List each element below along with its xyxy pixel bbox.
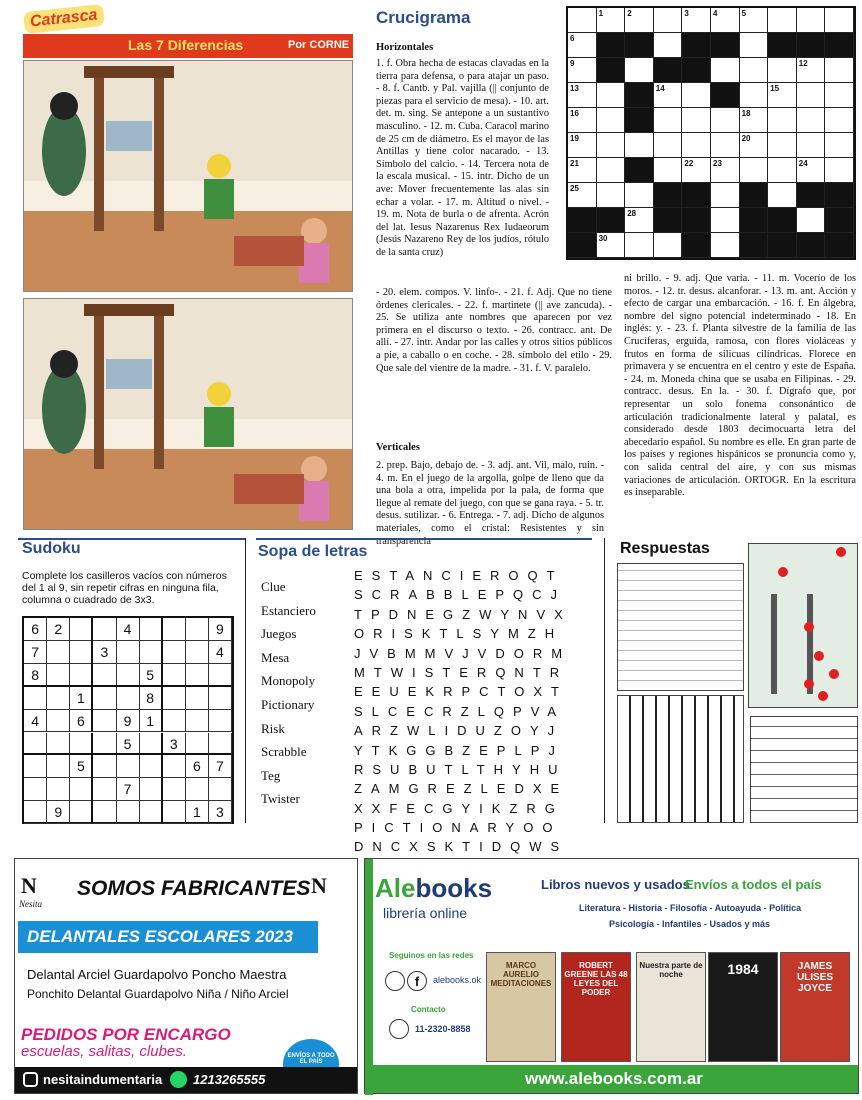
crossword-cell[interactable] — [768, 183, 797, 208]
sudoku-cell: 7 — [24, 641, 47, 664]
crossword-block: 10 — [597, 58, 626, 83]
wordsearch-grid[interactable] — [354, 568, 598, 859]
sudoku-cell[interactable] — [140, 801, 163, 824]
crossword-cell[interactable] — [768, 58, 797, 83]
sudoku-cell: 8 — [24, 664, 47, 687]
book-nuestra-parte[interactable]: Nuestra parte de noche — [636, 952, 706, 1062]
sudoku-cell[interactable] — [24, 801, 47, 824]
sudoku-cell[interactable] — [24, 733, 47, 756]
ad-orders: PEDIDOS POR ENCARGO — [21, 1025, 231, 1044]
wordsearch-row[interactable]: ARZWLIDUZOYJ — [354, 723, 564, 739]
crossword-cell[interactable] — [654, 108, 683, 133]
sudoku-cell: 5 — [70, 755, 93, 778]
crossword-block — [768, 233, 797, 258]
cartoon-title: Las 7 Diferencias — [128, 37, 244, 53]
crossword-block: 17 — [625, 108, 654, 133]
wordsearch-row[interactable]: YTKGGBZEPLPJ — [354, 742, 564, 758]
crossword-cell[interactable] — [740, 158, 769, 183]
sudoku-cell[interactable] — [70, 618, 93, 641]
horizontal-clues-1: 1. f. Obra hecha de estacas clavadas en la tierra para defensa, o para atajar un paso. - 8. f. Cantb. y Pal. vajilla (|| conjunto de piezas para el servicio de mesa). - 10. art. det. m. sing. Se antepone a un sustantivo masculino. - 12. m. Cuba. Caracol marino de 25 cm de diámetro. Es el mayor de las Antillas y tiene color nacarado. - 13. Símbolo del calcio. - 14. Tercera nota de la escala musical. - 15. intr. Dicho de un ave: Mover frecuentemente las alas sin echar a volar. - 17. m. Altitud o nivel. - 19. m. Nota de burla o de afrenta. Acrón del lat. Iesus Nazarenus Rex Iudaeorum (Jesús Nazareno Rey de los judíos, rótulo de la santa cruz) — [376, 58, 549, 258]
sudoku-cell[interactable] — [47, 733, 70, 756]
crossword-block — [625, 33, 654, 58]
crossword-block — [568, 208, 597, 233]
crossword-cell[interactable]: 15 — [768, 83, 797, 108]
crossword-cell[interactable] — [654, 158, 683, 183]
horizontal-clues-2: - 20. elem. compos. V. linfo-. - 21. f. Adj. Que no tiene órdenes clericales. - 22. f. martinete (|| ave zancuda). - 25. Se utiliza ante nombres que aparecen por vez primera en el discurso o texto. - 26. contracc. ant. De allí. - 27. intr. Andar por las calles y otros sitios públicos a pie, a caballo o en coche. - 28. símbolo del etilo - 29. Que sale del vientre de la madre. - 31. f. V. paralelo. — [376, 287, 612, 374]
crossword-block — [825, 233, 854, 258]
crossword-cell[interactable] — [740, 83, 769, 108]
sudoku-cell: 3 — [93, 641, 116, 664]
vertical-clues-2: ni brillo. - 9. adj. Que varía. - 11. m. Vocerío de los moros. - 12. tr. desus. alcanforar. - 13. m. ant. Acción y efecto de cargar una embarcación. - 16. f. En álgebra, nombre del signo potencial indeterminado - 18. En inglés: y. - 23. f. Planta silvestre de la familia de las Crucíferas, erguida, ramosa, con flores violáceas y frutos en forma de silicuas cilíndricas. Florece en primavera y se encuentra en el centro y este de España. - 24. m. Moneda china que se usaba en Filipinas. - 29. contracc. desus. En la. - 30. f. Dígrafo que, por representar un solo fonema consonántico de articulación tradicionalmente lateral y palatal, es considerado desde 1803 decimocuarta letra del abecedario español. Su nombre es elle. En gran parte de los países y regiones hispánicos se pronuncia como y, con salida central del aire, y con sus mismas variaciones de articulación. ORTOGR. En la escritura es inseparable. — [624, 273, 856, 499]
sudoku-cell[interactable] — [47, 710, 70, 733]
crossword-block — [797, 33, 826, 58]
sudoku-cell[interactable] — [116, 801, 139, 824]
sudoku-cell[interactable] — [116, 755, 139, 778]
sudoku-cell[interactable] — [116, 687, 139, 710]
crossword-block: 26 — [654, 183, 683, 208]
crossword-cell[interactable] — [797, 83, 826, 108]
crossword-cell[interactable]: 22 — [682, 158, 711, 183]
crossword-cell[interactable]: 5 — [740, 8, 769, 33]
alebooks-categories2: Psicología - Infantiles - Usados y más — [609, 919, 771, 929]
sudoku-cell[interactable] — [116, 664, 139, 687]
book-ulises[interactable]: JAMES ULISES JOYCE — [780, 952, 850, 1062]
wordsearch-row[interactable]: SCRABBLEPQCJ — [354, 587, 567, 603]
sudoku-cell: 5 — [140, 664, 163, 687]
crossword-block — [654, 208, 683, 233]
crossword-block — [711, 33, 740, 58]
crossword-cell[interactable] — [654, 8, 683, 33]
crossword-block — [825, 208, 854, 233]
crossword-cell[interactable] — [654, 233, 683, 258]
sudoku-cell[interactable] — [93, 755, 116, 778]
sudoku-cell[interactable] — [47, 664, 70, 687]
sudoku-cell[interactable] — [70, 664, 93, 687]
ad-banner: DELANTALES ESCOLARES 2023 — [27, 927, 294, 946]
alebooks-logo — [375, 873, 492, 904]
book-1984[interactable]: 1984 — [708, 952, 778, 1062]
crossword-cell[interactable]: 6 — [568, 33, 597, 58]
nesita-brand: Nesita — [19, 899, 43, 909]
sudoku-cell[interactable] — [163, 778, 186, 801]
wordsearch-word: Estanciero — [261, 602, 316, 618]
whatsapp-icon — [170, 1071, 187, 1088]
book-48-leyes[interactable]: ROBERT GREENE LAS 48 LEYES DEL PODER — [561, 952, 631, 1062]
contact-phone[interactable]: 11-2320-8858 — [415, 1024, 471, 1034]
wordsearch-word: Juegos — [261, 626, 297, 642]
section-separator — [245, 538, 246, 823]
crossword-cell[interactable]: 2 — [625, 8, 654, 33]
crossword-cell[interactable] — [711, 58, 740, 83]
wordsearch-row[interactable]: TPDNEGZWYNVX — [354, 606, 572, 622]
crossword-cell[interactable] — [768, 133, 797, 158]
crossword-block — [682, 208, 711, 233]
sudoku-cell[interactable] — [209, 733, 232, 756]
crossword-cell[interactable]: 14 — [654, 83, 683, 108]
wordsearch-row[interactable]: RSUBUTLTHYHU — [354, 761, 567, 777]
sudoku-cell: 3 — [163, 733, 186, 756]
sudoku-cell[interactable] — [163, 687, 186, 710]
sudoku-cell: 5 — [116, 733, 139, 756]
sudoku-cell: 6 — [186, 755, 209, 778]
crossword-cell[interactable] — [682, 83, 711, 108]
crossword-cell[interactable] — [825, 133, 854, 158]
sudoku-cell: 9 — [209, 618, 232, 641]
crossword-block — [682, 58, 711, 83]
crossword-cell[interactable]: 21 — [568, 158, 597, 183]
answers-crossword — [617, 695, 744, 823]
sudoku-cell: 4 — [24, 710, 47, 733]
alebooks-url[interactable]: www.alebooks.com.ar — [525, 1069, 703, 1088]
instagram-icon — [23, 1072, 38, 1087]
wordsearch-word: Mesa — [261, 649, 290, 665]
sudoku-cell[interactable] — [163, 755, 186, 778]
ad-orders-sub: escuelas, salitas, clubes. — [21, 1043, 187, 1060]
sudoku-cell[interactable] — [93, 687, 116, 710]
ad-headline: SOMOS FABRICANTES — [77, 877, 311, 900]
crossword-cell[interactable]: 4 — [711, 8, 740, 33]
section-separator-2 — [604, 538, 605, 823]
crossword-cell[interactable] — [797, 133, 826, 158]
crossword-cell[interactable]: 30 — [597, 233, 626, 258]
nesita-logo: N — [21, 873, 37, 898]
answers-sudoku — [750, 716, 858, 823]
crossword-cell[interactable] — [797, 108, 826, 133]
sudoku-cell: 9 — [47, 801, 70, 824]
crossword-block — [597, 208, 626, 233]
sudoku-cell[interactable] — [70, 641, 93, 664]
nesita-logo-right: N — [311, 873, 327, 898]
wordsearch-row[interactable]: DNCXSKTIDQWS — [354, 839, 569, 855]
crossword-block — [625, 158, 654, 183]
crossword-cell[interactable] — [825, 8, 854, 33]
sudoku-cell[interactable] — [163, 618, 186, 641]
sudoku-cell[interactable] — [47, 778, 70, 801]
crossword-cell[interactable] — [711, 108, 740, 133]
answers-cartoon — [748, 543, 858, 708]
cartoon-image-top — [23, 60, 353, 292]
crossword-cell[interactable] — [768, 8, 797, 33]
sudoku-cell[interactable] — [93, 733, 116, 756]
crossword-block — [568, 233, 597, 258]
crossword-cell[interactable]: 16 — [568, 108, 597, 133]
crossword-cell[interactable] — [797, 208, 826, 233]
crossword-cell[interactable] — [682, 133, 711, 158]
alebooks-tagline1: Libros nuevos y usados — [541, 877, 690, 892]
sudoku-cell[interactable] — [47, 755, 70, 778]
sudoku-cell: 4 — [116, 618, 139, 641]
crossword-cell[interactable] — [711, 183, 740, 208]
instagram-handle[interactable]: nesitaindumentaria — [43, 1072, 163, 1087]
sudoku-cell[interactable] — [186, 778, 209, 801]
crossword-block — [797, 233, 826, 258]
facebook-icon[interactable]: f — [407, 971, 427, 991]
sudoku-cell[interactable] — [47, 687, 70, 710]
crossword-cell[interactable]: 24 — [797, 158, 826, 183]
alebooks-categories1: Literatura - Historia - Filosofía - Autoayuda - Política — [579, 903, 802, 913]
answers-title: Respuestas — [620, 540, 710, 557]
crossword-cell[interactable] — [825, 58, 854, 83]
crossword-block — [682, 183, 711, 208]
sudoku-cell[interactable] — [163, 710, 186, 733]
wordsearch-word: Clue — [261, 579, 286, 594]
horizontal-label: Horizontales — [376, 42, 434, 53]
wordsearch-row[interactable]: MTWISTERQNTR — [354, 664, 569, 680]
sudoku-cell[interactable] — [93, 801, 116, 824]
crossword-cell[interactable]: 23 — [711, 158, 740, 183]
crossword-cell[interactable] — [768, 108, 797, 133]
crossword-cell[interactable] — [597, 108, 626, 133]
crossword-block: 27 — [797, 183, 826, 208]
sudoku-cell: 8 — [140, 687, 163, 710]
alebooks-logo-b: books — [415, 873, 493, 903]
crossword-cell[interactable] — [597, 183, 626, 208]
wordsearch-title: Sopa de letras — [258, 543, 368, 560]
catrasca-logo: Catrasca — [23, 4, 104, 34]
contact-label: Contacto — [411, 1005, 446, 1014]
wordsearch-word: Monopoly — [261, 673, 316, 689]
crossword-cell[interactable] — [654, 133, 683, 158]
wordsearch-row[interactable]: ESTANCIEROQT — [354, 568, 564, 583]
cartoon-image-bottom — [23, 298, 353, 530]
crossword-cell[interactable]: 3 — [682, 8, 711, 33]
sudoku-cell[interactable] — [116, 641, 139, 664]
sudoku-cell[interactable] — [47, 641, 70, 664]
crossword-cell[interactable]: 20 — [740, 133, 769, 158]
crossword-block — [825, 183, 854, 208]
crossword-cell[interactable] — [568, 8, 597, 33]
crossword-cell[interactable]: 13 — [568, 83, 597, 108]
sudoku-cell[interactable] — [140, 733, 163, 756]
sudoku-cell[interactable] — [186, 664, 209, 687]
sudoku-cell[interactable] — [186, 710, 209, 733]
crossword-cell[interactable] — [625, 233, 654, 258]
alebooks-logo-a: Ale — [375, 873, 416, 903]
sudoku-cell[interactable] — [93, 778, 116, 801]
crossword-block — [682, 233, 711, 258]
wordsearch-row[interactable]: JVBMMVJVDORM — [354, 645, 572, 661]
sudoku-cell[interactable] — [93, 710, 116, 733]
crossword-block — [597, 33, 626, 58]
crossword-cell[interactable] — [797, 8, 826, 33]
wordsearch-word: Pictionary — [261, 696, 315, 712]
sudoku-cell: 6 — [24, 618, 47, 641]
crossword-cell[interactable] — [597, 158, 626, 183]
sudoku-cell[interactable] — [140, 618, 163, 641]
sudoku-cell[interactable] — [163, 641, 186, 664]
sudoku-instructions: Complete los casilleros vacíos con números del 1 al 9, sin repetir cifras en ninguna fila, columna o cuadrado de 3x3. — [22, 570, 227, 606]
vertical-clues-1: 2. prep. Bajo, debajo de. - 3. adj. ant. Vil, malo, ruin. - 4. m. En el juego de la argolla, golpe de lleno que da una bola a otra, impelida por la pala, de forma que llegue al remate del juego, con que se gana raya. - 5. tr. desus. sutilizar. - 6. Entrega. - 7. adj. Dicho de algunos materiales, como el cristal: Resistentes y sin transparencia — [376, 460, 604, 547]
crossword-cell[interactable]: 9 — [568, 58, 597, 83]
sudoku-cell: 3 — [209, 801, 232, 824]
ad-side-bar — [365, 859, 373, 1095]
instagram-icon[interactable] — [385, 971, 405, 991]
cartoon-panel — [20, 6, 360, 531]
crossword-block — [740, 183, 769, 208]
whatsapp-icon — [389, 1019, 409, 1039]
sudoku-cell[interactable] — [209, 710, 232, 733]
crossword-title: Crucigrama — [376, 8, 471, 27]
crossword-block: 8 — [825, 33, 854, 58]
wordsearch-word-list — [261, 575, 316, 811]
crossword-cell[interactable] — [654, 33, 683, 58]
sudoku-cell: 4 — [209, 641, 232, 664]
crossword-block — [625, 83, 654, 108]
crossword-cell[interactable] — [825, 108, 854, 133]
sudoku-cell[interactable] — [209, 687, 232, 710]
sudoku-cell[interactable] — [209, 778, 232, 801]
wordsearch-row[interactable]: XXFECGYIKZRG — [354, 800, 564, 816]
crossword-grid[interactable] — [566, 6, 856, 260]
sudoku-cell[interactable] — [163, 664, 186, 687]
crossword-cell[interactable] — [625, 58, 654, 83]
crossword-cell[interactable] — [597, 83, 626, 108]
shipping-badge: ENVÍOS A TODO EL PAÍS — [283, 1039, 339, 1089]
wordsearch-word: Teg — [261, 767, 281, 783]
crossword-cell[interactable]: 18 — [740, 108, 769, 133]
sudoku-title: Sudoku — [22, 540, 81, 557]
wordsearch-row[interactable]: PICTIONARYOO — [354, 820, 562, 836]
sudoku-cell: 7 — [116, 778, 139, 801]
book-meditaciones[interactable]: MARCO AURELIO MEDITACIONES — [486, 952, 556, 1062]
crossword-block — [740, 208, 769, 233]
sudoku-cell[interactable] — [140, 755, 163, 778]
crossword-block — [768, 33, 797, 58]
wordsearch-row[interactable]: EEUEKRPCTOXT — [354, 684, 568, 700]
sudoku-cell[interactable] — [93, 664, 116, 687]
sudoku-cell[interactable] — [186, 618, 209, 641]
cartoon-author: Por CORNE — [288, 39, 350, 51]
sudoku-cell[interactable] — [186, 687, 209, 710]
sudoku-cell[interactable] — [163, 801, 186, 824]
sudoku-cell[interactable] — [140, 641, 163, 664]
wordsearch-word: Risk — [261, 720, 285, 736]
wordsearch-row[interactable]: ZAMGREZLEDXE — [354, 781, 569, 797]
wordsearch-divider — [256, 538, 592, 540]
sudoku-cell[interactable] — [93, 618, 116, 641]
sudoku-cell: 2 — [47, 618, 70, 641]
crossword-cell[interactable] — [740, 33, 769, 58]
social-label: Seguinos en las redes — [389, 951, 474, 960]
sudoku-cell[interactable] — [209, 664, 232, 687]
crossword-cell[interactable] — [768, 158, 797, 183]
sudoku-cell[interactable] — [70, 801, 93, 824]
crossword-cell[interactable] — [825, 83, 854, 108]
crossword-cell[interactable]: 12 — [797, 58, 826, 83]
crossword-cell[interactable] — [711, 208, 740, 233]
wordsearch-word: Twister — [261, 791, 300, 807]
sudoku-cell: 9 — [116, 710, 139, 733]
crossword-block: 7 — [682, 33, 711, 58]
crossword-block — [740, 233, 769, 258]
wordsearch-row[interactable]: SLCECRZLQPVA — [354, 703, 566, 719]
sudoku-cell[interactable] — [24, 778, 47, 801]
crossword-cell[interactable] — [625, 133, 654, 158]
wordsearch-row[interactable]: ORISKTLSYMZH — [354, 626, 564, 642]
crossword-block — [711, 83, 740, 108]
sudoku-cell[interactable] — [70, 778, 93, 801]
ad-line2: Ponchito Delantal Guardapolvo Niña / Niño Arciel — [27, 987, 289, 1001]
alebooks-subtitle: librería online — [383, 905, 468, 921]
wordsearch-word: Scrabble — [261, 744, 307, 760]
crossword-cell[interactable] — [682, 108, 711, 133]
crossword-cell[interactable]: 19 — [568, 133, 597, 158]
sudoku-cell[interactable] — [70, 733, 93, 756]
alebooks-tagline2: Envíos a todos el país — [685, 877, 822, 892]
crossword-cell[interactable] — [740, 58, 769, 83]
crossword-block: 11 — [654, 58, 683, 83]
sudoku-cell: 6 — [70, 710, 93, 733]
social-handle[interactable]: alebooks.ok — [433, 975, 482, 985]
crossword-cell[interactable] — [625, 183, 654, 208]
crossword-cell[interactable] — [597, 133, 626, 158]
sudoku-cell: 1 — [186, 801, 209, 824]
ad-line1: Delantal Arciel Guardapolvo Poncho Maestra — [27, 967, 287, 982]
answers-wordsearch — [617, 563, 744, 691]
sudoku-cell[interactable] — [140, 778, 163, 801]
sudoku-cell[interactable] — [24, 755, 47, 778]
crossword-cell[interactable]: 1 — [597, 8, 626, 33]
sudoku-cell: 1 — [140, 710, 163, 733]
crossword-cell[interactable] — [711, 133, 740, 158]
sudoku-cell[interactable] — [186, 733, 209, 756]
sudoku-cell[interactable] — [186, 641, 209, 664]
crossword-cell[interactable]: 25 — [568, 183, 597, 208]
crossword-cell[interactable] — [825, 158, 854, 183]
sudoku-cell: 7 — [209, 755, 232, 778]
sudoku-cell[interactable] — [24, 687, 47, 710]
crossword-block: 29 — [768, 208, 797, 233]
ad-phone[interactable]: 1213265555 — [193, 1072, 266, 1087]
crossword-cell[interactable] — [711, 233, 740, 258]
ad-nesita[interactable] — [14, 858, 358, 1094]
sudoku-cell: 1 — [70, 687, 93, 710]
crossword-cell[interactable]: 28 — [625, 208, 654, 233]
sudoku-grid[interactable] — [22, 616, 234, 824]
vertical-label: Verticales — [376, 442, 420, 453]
